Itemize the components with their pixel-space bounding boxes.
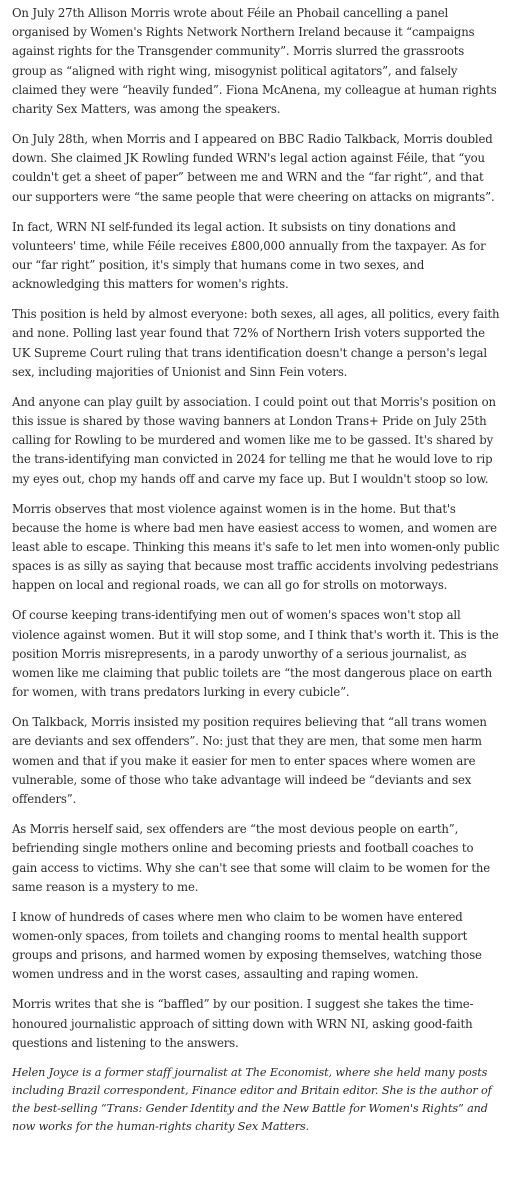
paragraph-5: And anyone can play guilt by association. I could point out that Morris's position on this issue is shared by those waving banners at London Trans+ Pride on July 25th calling for Rowling to be murdered and women like me to be gassed. It's shared by the trans-identifying man convicted in 2024 for telling me that he would love to rip my eyes out, chop my hands off and carve my face up. But I wouldn't stoop so low. [12, 394, 496, 486]
paragraph-3: In fact, WRN NI self-funded its legal action. It subsists on tiny donations and volunteers' time, while Féile receives £800,000 annually from the taxpayer. As for our “far right” position, it's simply that humans come in two sexes, and acknowledging this matters for women's rights. [12, 219, 486, 292]
paragraph-11: Morris writes that she is “baffled” by our position. I suggest she takes the time-honoured journalistic approach of sitting down with WRN NI, asking good-faith questions and listening to the answers. [12, 997, 474, 1050]
paragraph-7: Of course keeping trans-identifying men out of women's spaces won't stop all violence against women. But it will stop some, and I think that's worth it. This is the position Morris misrepresents, in a parody unworthy of a serious journalist, as women like me claiming that public toilets are “the most dangerous place on earth for women, with trans predators lurking in every cubicle”. [12, 608, 499, 700]
paragraph-4: This position is held by almost everyone: both sexes, all ages, all politics, every faith and none. Polling last year found that 72% of Northern Irish voters supported the UK Supreme Court ruling that trans identification doesn't change a person's legal sex, including majorities of Unionist and Sinn Fein voters. [12, 307, 500, 379]
paragraph-10: I know of hundreds of cases where men who claim to be women have entered women-only spaces, from toilets and changing rooms to mental health support groups and prisons, and harmed women by exposing themselves, watching those women undress and in the worst cases, assaulting and raping women. [12, 909, 482, 982]
paragraph-1: On July 27th Allison Morris wrote about Féile an Phobail cancelling a panel organised by Women's Rights Network Northern Ireland because it “campaigns against rights for the Transgender community”. Morris slurred the grassroots group as “aligned with right wing, misogynist political agitators”, and falsely claimed they were “heavily funded”. Fiona McAnena, my colleague at human rights charity Sex Matters, was among the speakers. [12, 6, 497, 117]
paragraph-6: Morris observes that most violence against women is in the home. But that's because the home is where bad men have easiest access to women, and women are least able to escape. Thinking this means it's safe to let men into women-only public spaces is as silly as saying that because most traffic accidents involving pedestrians happen on local and regional roads, we can all go for strolls on motorways. [12, 501, 500, 593]
paragraph-8: On Talkback, Morris insisted my position requires believing that “all trans women are deviants and sex offenders”. No: just that they are men, that some men harm women and that if you make it easier for men to enter spaces where women are vulnerable, some of those who take advantage will indeed be “deviants and sex offenders”. [12, 715, 487, 807]
paragraph-2: On July 28th, when Morris and I appeared on BBC Radio Talkback, Morris doubled down. She claimed JK Rowling funded WRN's legal action against Féile, that “you couldn't get a sheet of paper” between me and WRN and the “far right”, and that our supporters were “the same people that were cheering on attacks on migrants”. [12, 132, 495, 204]
author-bio: Helen Joyce is a former staff journalist at The Economist, where she held many posts including Brazil correspondent, Finance editor and Britain editor. She is the author of the best-selling “Trans: Gender Identity and the New Battle for Women's Rights” and now works for the human-rights charity Sex Matters. [12, 1065, 492, 1134]
paragraph-9: As Morris herself said, sex offenders are “the most devious people on earth”, befriending single mothers online and becoming priests and football coaches to gain access to victims. Why she can't see that some will claim to be women for the same reason is a mystery to me. [12, 822, 491, 894]
